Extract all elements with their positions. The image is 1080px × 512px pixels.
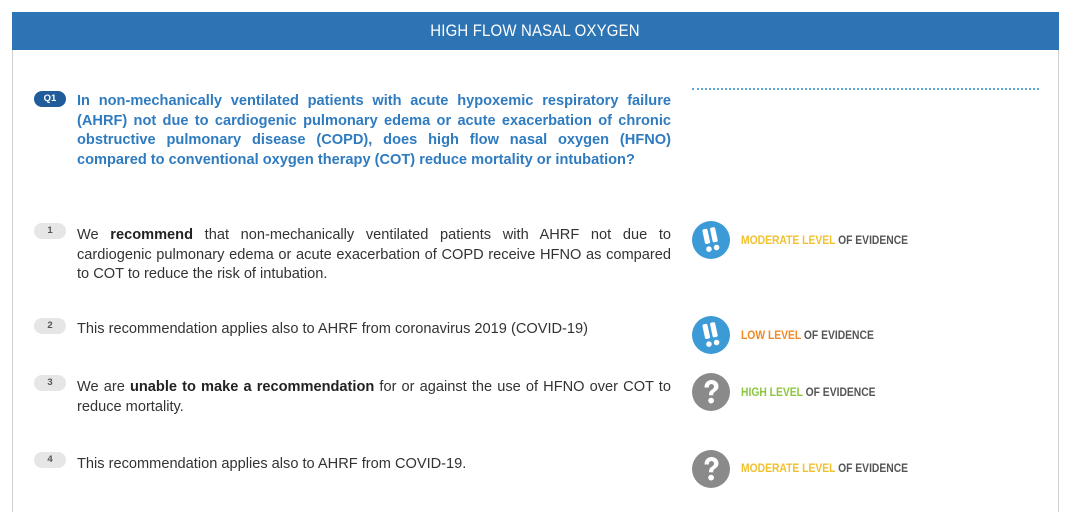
evidence-level: MODERATE LEVEL — [741, 233, 836, 247]
recommendation-text-bold: recommend — [110, 227, 194, 243]
double-exclamation-icon — [692, 316, 730, 354]
evidence-suffix: OF EVIDENCE — [802, 385, 876, 399]
recommendation-number-badge: 4 — [34, 452, 66, 468]
evidence-suffix: OF EVIDENCE — [835, 233, 909, 247]
recommendation-text-bold: unable to make a recommendation — [129, 379, 375, 395]
section-header — [12, 12, 1059, 50]
evidence-level: HIGH LEVEL — [741, 385, 803, 399]
question-mark-icon — [692, 450, 730, 488]
double-exclamation-icon — [692, 221, 730, 259]
question-mark-icon — [692, 373, 730, 411]
recommendation-text-part: We are — [77, 379, 130, 395]
recommendation-number-badge: 1 — [34, 223, 66, 239]
recommendation-text-part: that non-mechanically ventilated patients with AHRF not due to cardiogenic pulmonary edema or acute exacerbation of COPD receive HFNO as compared to COT to reduce the risk of intubation. — [77, 227, 671, 282]
recommendation-text-part: for or against the use of HFNO over COT to reduce mortality. — [77, 379, 671, 415]
evidence-level: MODERATE LEVEL — [741, 461, 836, 475]
evidence-level-label — [741, 328, 874, 342]
section-title: HIGH FLOW NASAL OXYGEN — [430, 21, 641, 40]
recommendation-number-badge: 3 — [34, 375, 66, 391]
recommendation-text — [77, 455, 671, 475]
recommendation-text — [77, 320, 671, 340]
evidence-level-label — [741, 385, 876, 399]
question-text: In non-mechanically ventilated patients with acute hypoxemic respiratory failure (AHRF) not due to cardiogenic pulmonary edema or acute exacerbation of chronic obstructive pulmonary disease (COPD), does high flow nasal oxygen (HFNO) compared to conventional oxygen therapy (COT) reduce mortality or intubation? — [77, 93, 671, 168]
dotted-divider — [692, 88, 1039, 90]
recommendation-text — [77, 378, 671, 417]
evidence-suffix: OF EVIDENCE — [835, 461, 909, 475]
evidence-level: LOW LEVEL — [741, 328, 802, 342]
evidence-level-label — [741, 233, 908, 247]
recommendation-number-badge: 2 — [34, 318, 66, 334]
evidence-level-label — [741, 461, 908, 475]
recommendation-text — [77, 226, 671, 285]
recommendation-text-part: This recommendation applies also to AHRF from COVID-19. — [77, 456, 467, 472]
evidence-suffix: OF EVIDENCE — [801, 328, 874, 342]
recommendation-text-part: This recommendation applies also to AHRF from coronavirus 2019 (COVID-19) — [77, 321, 588, 337]
recommendation-text-part: We — [77, 227, 111, 243]
question-badge: Q1 — [34, 91, 66, 107]
